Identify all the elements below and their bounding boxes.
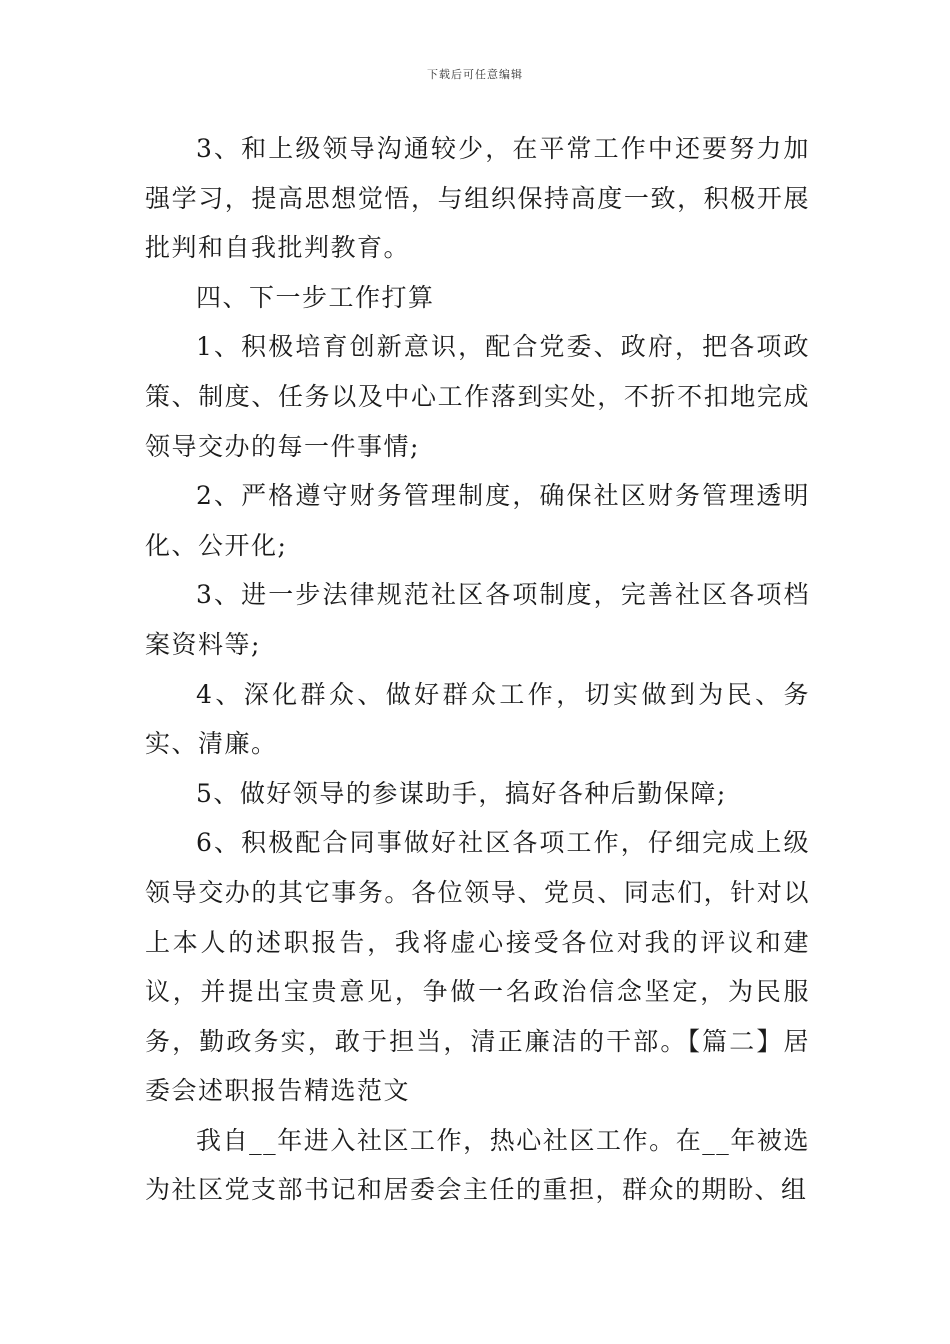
paragraph: 3、进一步法律规范社区各项制度，完善社区各项档案资料等; — [145, 580, 810, 659]
paragraph: 我自__年进入社区工作，热心社区工作。在__年被选为社区党支部书记和居委会主任的重担，群众的期盼、组 — [145, 1125, 810, 1205]
paragraph: 1、积极培育创新意识，配合党委、政府，把各项政策、制度、任务以及中心工作落到实处，不折不扣地完成领导交办的每一件事情; — [145, 332, 810, 461]
paragraph: 2、严格遵守财务管理制度，确保社区财务管理透明化、公开化; — [145, 481, 810, 560]
paragraph: 5、做好领导的参谋助手，搞好各种后勤保障; — [196, 778, 727, 808]
paragraph: 6、积极配合同事做好社区各项工作，仔细完成上级领导交办的其它事务。各位领导、党员、同志们，针对以上本人的述职报告，我将虚心接受各位对我的评议和建议，并提出宝贵意见，争做一名政治信念坚定，为民服务，勤政务实，敢于担当，清正廉洁的干部。【篇二】居委会述职报告精选范文 — [145, 828, 810, 1106]
section-heading: 四、下一步工作打算 — [196, 282, 435, 312]
paragraph: 4、深化群众、做好群众工作，切实做到为民、务实、清廉。 — [145, 679, 810, 759]
header-note: 下载后可任意编辑 — [427, 68, 523, 81]
document-body — [145, 124, 810, 1215]
paragraph: 3、和上级领导沟通较少，在平常工作中还要努力加强学习，提高思想觉悟，与组织保持高度一致，积极开展批判和自我批判教育。 — [145, 134, 810, 263]
